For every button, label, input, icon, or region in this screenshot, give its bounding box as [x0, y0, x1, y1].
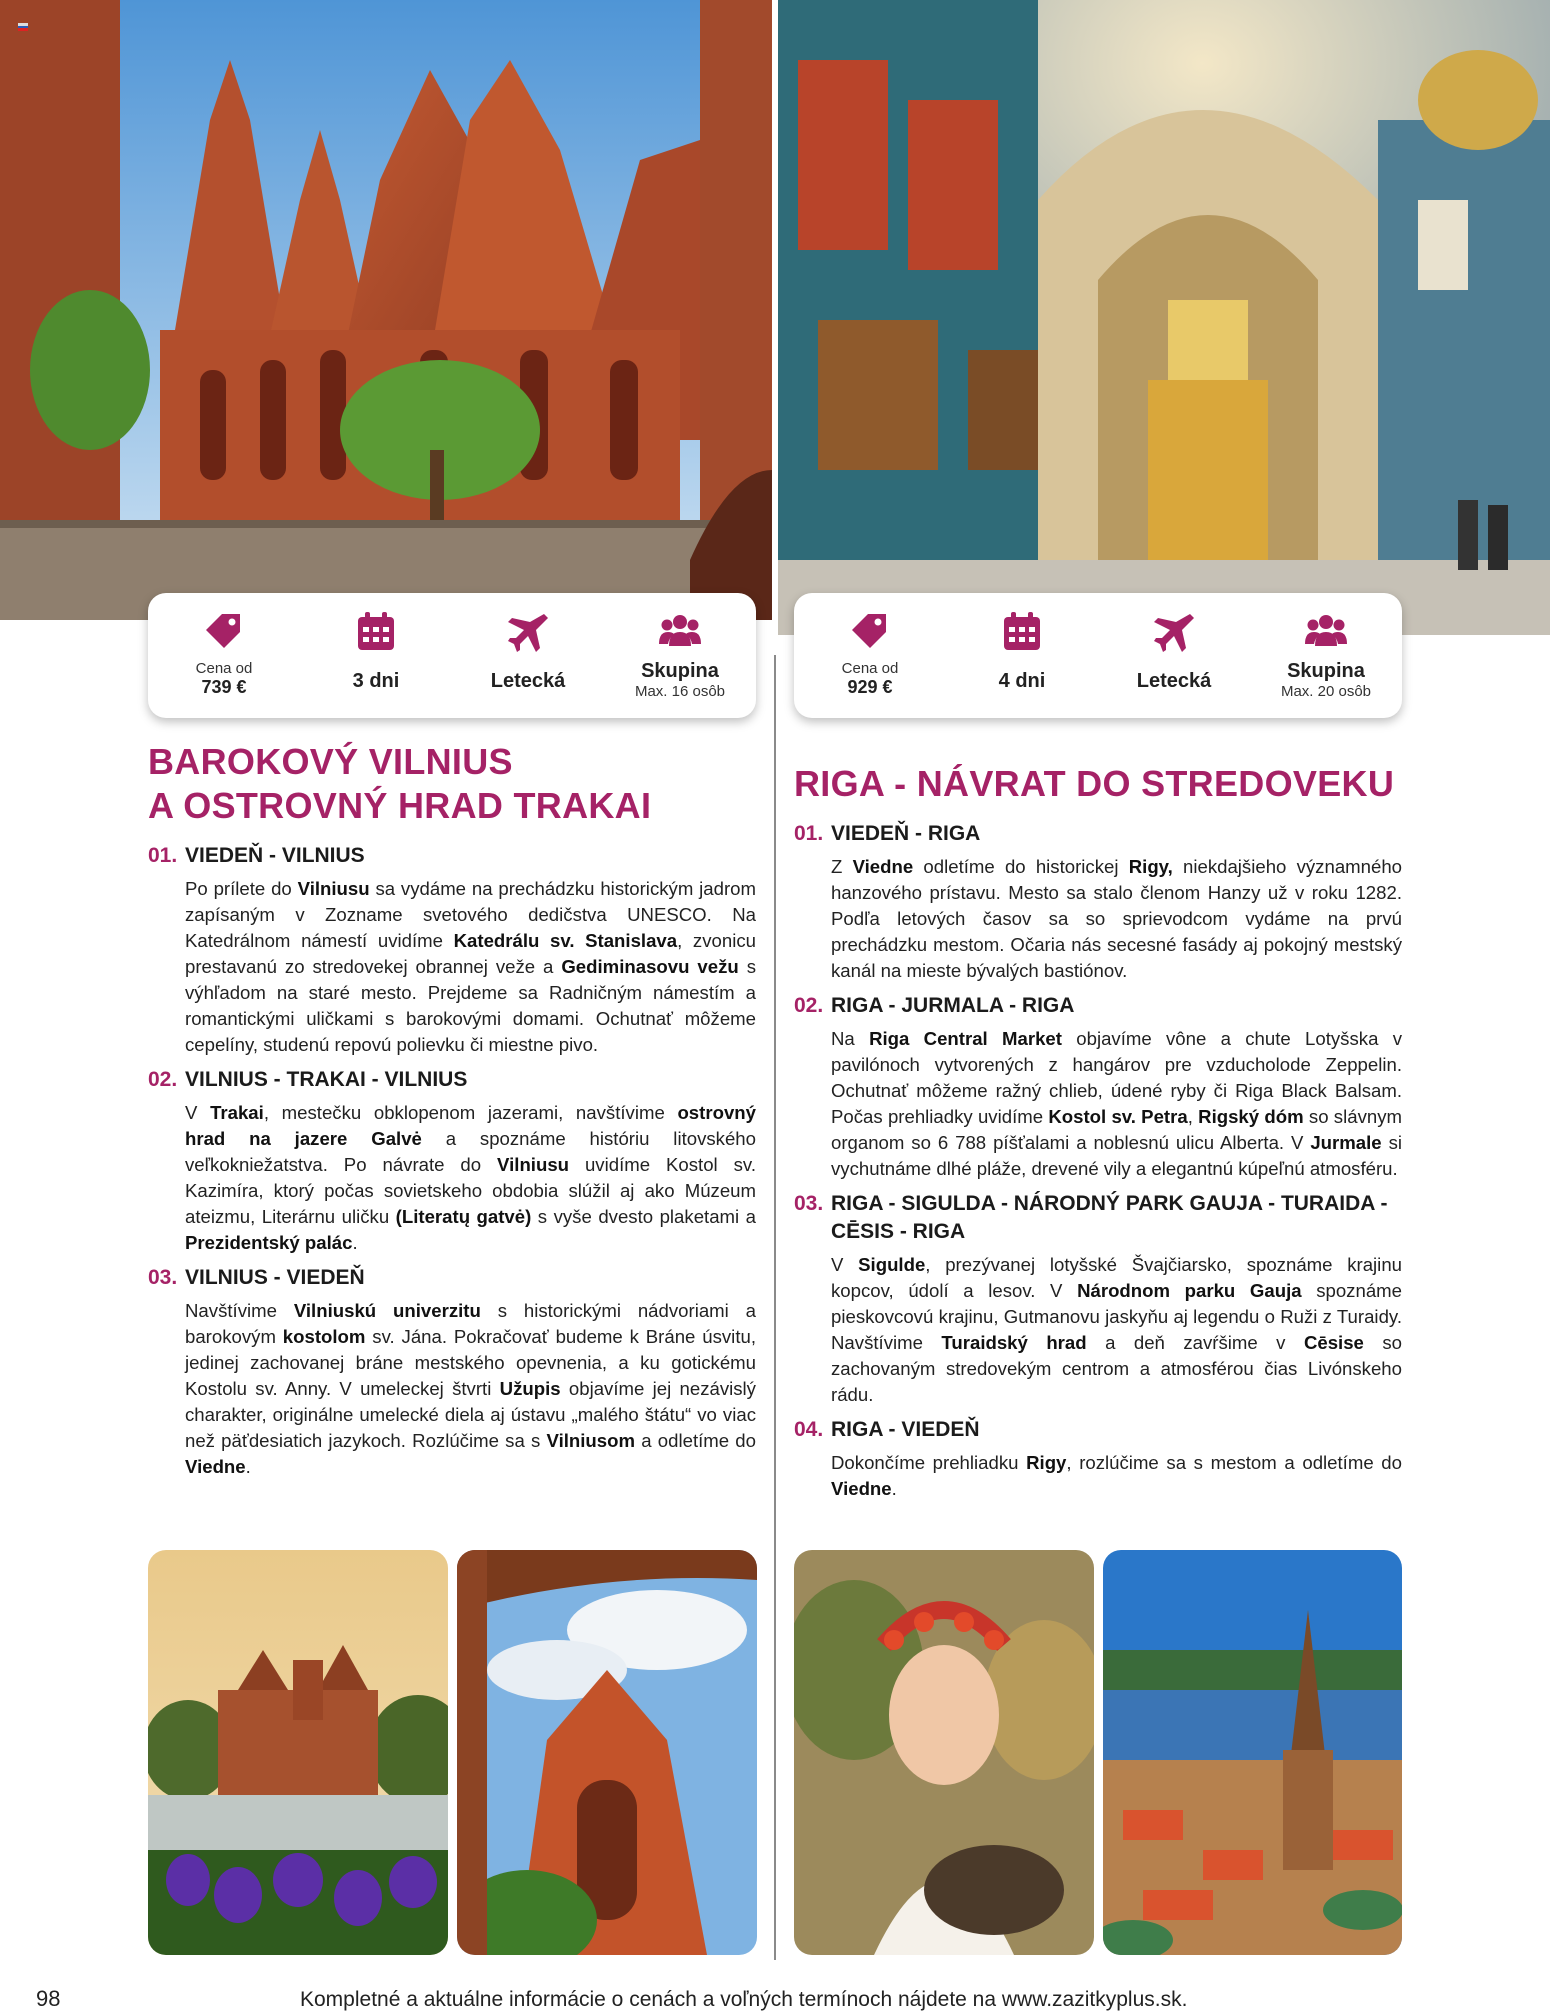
highlighted-term: Katedrálu sv. Stanislava: [453, 930, 678, 951]
riga-cathedral-interior-photo: [778, 0, 1550, 635]
day-description: [148, 876, 756, 1058]
text-run: a odletíme do: [635, 1430, 756, 1451]
day-description: [794, 1252, 1402, 1408]
highlighted-term: Rigský dóm: [1198, 1106, 1304, 1127]
text-run: .: [352, 1232, 358, 1253]
text-run: so slávnym organom so 6 788 píšťalami a noblesnú ulicu Alberta. V: [831, 1106, 1403, 1153]
text-run: V: [831, 1254, 859, 1275]
transport-cell: [452, 610, 604, 702]
day-heading: RIGA - SIGULDA - NÁRODNÝ PARK GAUJA - TURAIDA - CĒSIS - RIGA: [831, 1192, 1388, 1243]
highlighted-term: (Literatų gatvė): [395, 1206, 532, 1227]
text-run: s výhľadom na staré mesto. Prejdeme sa Radničným námestím a romantickými uličkami s barokovými domami. Ochutnať môžeme cepelíny, studenú repovú polievku či miestne pivo.: [185, 956, 756, 1055]
highlighted-term: Vilniuskú univerzitu: [293, 1300, 481, 1321]
highlighted-term: Viedne: [831, 1478, 892, 1499]
itinerary-day: [148, 842, 756, 1058]
latvian-folk-woman-photo: [794, 1550, 1094, 1955]
highlighted-term: Cēsise: [1303, 1332, 1364, 1353]
price-tag-icon: [202, 610, 246, 654]
text-run: uvidíme Kostol sv. Kazimíra, ktorý počas sovietskeho obdobia slúžil aj ako Múzeum ateizmu, Literárnu uličku: [185, 1154, 756, 1227]
column-divider: [774, 655, 776, 1960]
transport-value: Letecká: [1136, 669, 1212, 692]
text-run: s historickými nádvoriami a barokovým: [185, 1300, 756, 1347]
highlighted-term: Gediminasovu vežu: [561, 956, 739, 977]
itinerary-day: [794, 1190, 1402, 1408]
highlighted-term: Vilniusu: [497, 1154, 570, 1175]
highlighted-term: Viedne: [185, 1456, 246, 1477]
transport-cell: [1098, 610, 1250, 702]
riga-old-town-aerial-photo: [1103, 1550, 1402, 1955]
text-run: .: [245, 1456, 251, 1477]
text-run: , rozlúčime sa s mestom a odletíme do: [1066, 1452, 1402, 1473]
duration-value: 4 dni: [998, 669, 1046, 692]
duration-cell: [300, 610, 452, 702]
text-run: .: [891, 1478, 897, 1499]
tour-title: [794, 762, 1402, 806]
day-number: 02.: [148, 1068, 178, 1091]
text-run: niekdajšieho významného hanzového prístavu. Mesto sa stalo členom Hanzy už v roku 1282. Podľa letových časov sa so sprievodcom vydáme na prvú prechádzku mestom. Očaria nás secesné fasády aj pokojný mestský kanál na mieste bývalých bastiónov.: [831, 856, 1403, 981]
text-run: ,: [1187, 1106, 1199, 1127]
highlighted-term: Riga Central Market: [869, 1028, 1062, 1049]
itinerary-day: [794, 1416, 1402, 1502]
price-value: 929 €: [847, 676, 893, 697]
text-run: spoznáme pieskovcovú krajinu, Gutmanovu jaskyňu aj legendu o Ruži z Turaidy. Navštívime: [831, 1280, 1402, 1353]
day-description: [794, 1450, 1402, 1502]
highlighted-term: Vilniusom: [546, 1430, 636, 1451]
flag-icon: [18, 18, 28, 26]
group-max: Max. 20 osôb: [1280, 682, 1372, 700]
text-run: , prezývanej lotyšské Švajčiarsko, spoznáme krajinu kopcov, údolí a lesov. V: [831, 1254, 1402, 1301]
duration-cell: [946, 610, 1098, 702]
day-description: [794, 1026, 1402, 1182]
highlighted-term: Rigy,: [1128, 856, 1173, 877]
text-run: objavíme vône a chute Lotyšska v pavilónoch vytvorených z hangárov pre vzducholode Zeppelin. Ochutnať môžeme ražný chlieb, údené ryby či Riga Black Balsam. Počas prehliadky uvidíme: [831, 1028, 1403, 1127]
day-heading: VILNIUS - VIEDEŇ: [185, 1266, 365, 1289]
day-number: 03.: [148, 1266, 178, 1289]
highlighted-term: ostrovný hrad na jazere Galvė: [185, 1102, 756, 1149]
day-description: [794, 854, 1402, 984]
highlighted-term: Vilniusu: [297, 878, 370, 899]
day-heading: VIEDEŇ - RIGA: [831, 822, 981, 845]
group-cell: [604, 610, 756, 702]
day-number: 03.: [794, 1192, 824, 1215]
day-description: [148, 1298, 756, 1480]
group-max: Max. 16 osôb: [634, 682, 726, 700]
price-value: 739 €: [201, 676, 247, 697]
text-run: sv. Jána. Pokračovať budeme k Bráne úsvitu, jedinej zachovanej bráne mestského opevnenia, a ku gotickému Kostolu sv. Anny. V umeleckej štvrti: [185, 1326, 756, 1399]
itinerary-day: [148, 1066, 756, 1256]
text-run: s vyše dvesto plaketami a: [531, 1206, 756, 1227]
highlighted-term: Sigulde: [858, 1254, 926, 1275]
day-number: 01.: [148, 844, 178, 867]
tour-info-card-riga: [794, 593, 1402, 718]
group-icon: [1304, 610, 1348, 654]
text-run: , zvonicu prestavanú zo stredovekej obrannej veže a: [185, 930, 756, 977]
text-run: sa vydáme na prechádzku historickým jadrom zapísaným v Zozname svetového dedičstva UNESCO. Na Katedrálnom námestí uvidíme: [185, 878, 756, 951]
day-heading: VILNIUS - TRAKAI - VILNIUS: [185, 1068, 468, 1091]
day-number: 01.: [794, 822, 824, 845]
day-description: [148, 1100, 756, 1256]
text-run: objavíme jej nezávislý charakter, originálne umelecké diela aj ústavu „malého štátu“ vo viac než päťdesiatich jazykoch. Rozlúčime sa s: [185, 1378, 756, 1451]
text-run: Navštívime: [185, 1300, 294, 1321]
price-label: Cena od: [195, 659, 253, 677]
tour-info-card-vilnius: [148, 593, 756, 718]
day-heading: RIGA - VIEDEŇ: [831, 1418, 980, 1441]
tour-riga: [794, 740, 1402, 1502]
airplane-icon: [506, 610, 550, 654]
highlighted-term: Trakai: [210, 1102, 264, 1123]
airplane-icon: [1152, 610, 1196, 654]
transport-value: Letecká: [490, 669, 566, 692]
highlighted-term: Kostol sv. Petra: [1048, 1106, 1188, 1127]
group-label: Skupina: [641, 659, 719, 682]
text-run: odletíme do historickej: [913, 856, 1129, 877]
text-run: Na: [831, 1028, 870, 1049]
day-heading: RIGA - JURMALA - RIGA: [831, 994, 1075, 1017]
vilnius-st-anne-church-photo: [0, 0, 772, 620]
text-run: a spoznáme históriu litovského veľkokniežatstva. Po návrate do: [185, 1128, 756, 1175]
group-label: Skupina: [1287, 659, 1365, 682]
price-tag-icon: [848, 610, 892, 654]
highlighted-term: Užupis: [499, 1378, 561, 1399]
text-run: Po prílete do: [185, 878, 298, 899]
itinerary-day: [148, 1264, 756, 1480]
calendar-icon: [1000, 610, 1044, 654]
highlighted-term: Jurmale: [1310, 1132, 1382, 1153]
tour-title-line1: BAROKOVÝ VILNIUS: [148, 741, 513, 782]
text-run: si vychutnáme dlhé pláže, drevené vily a elegantnú kúpeľnú atmosféru.: [831, 1132, 1403, 1179]
day-number: 02.: [794, 994, 824, 1017]
text-run: a deň zavŕšime v: [1086, 1332, 1304, 1353]
text-run: , mestečku obklopenom jazerami, navštívime: [263, 1102, 678, 1123]
tour-vilnius: [148, 740, 756, 1480]
trakai-castle-photo: [148, 1550, 448, 1955]
text-run: Dokončíme prehliadku: [831, 1452, 1027, 1473]
tour-title: [148, 740, 756, 828]
text-run: V: [185, 1102, 211, 1123]
highlighted-term: Rigy: [1026, 1452, 1067, 1473]
page-number: 98: [36, 1986, 61, 2011]
highlighted-term: Národnom parku Gauja: [1077, 1280, 1302, 1301]
highlighted-term: Prezidentský palác: [185, 1232, 353, 1253]
group-icon: [658, 610, 702, 654]
day-number: 04.: [794, 1418, 824, 1441]
itinerary-day: [794, 992, 1402, 1182]
group-cell: [1250, 610, 1402, 702]
tour-title-line1: RIGA - NÁVRAT DO STREDOVEKU: [794, 763, 1395, 804]
footer-website-note: Kompletné a aktuálne informácie o cenách a voľných termínoch nájdete na www.zazitkyplus.sk.: [300, 1988, 1188, 2011]
tour-title-line2: A OSTROVNÝ HRAD TRAKAI: [148, 785, 652, 826]
vilnius-gothic-church-photo: [457, 1550, 757, 1955]
highlighted-term: kostolom: [282, 1326, 366, 1347]
calendar-icon: [354, 610, 398, 654]
itinerary-day: [794, 820, 1402, 984]
duration-value: 3 dni: [352, 669, 400, 692]
price-label: Cena od: [841, 659, 899, 677]
price-cell: [794, 610, 946, 702]
highlighted-term: Viedne: [852, 856, 914, 877]
text-run: Z: [831, 856, 853, 877]
day-heading: VIEDEŇ - VILNIUS: [185, 844, 365, 867]
price-cell: [148, 610, 300, 702]
text-run: so zachovaným stredovekým centrom a atmosférou čias Livónskeho rádu.: [831, 1332, 1402, 1405]
highlighted-term: Turaidský hrad: [941, 1332, 1087, 1353]
